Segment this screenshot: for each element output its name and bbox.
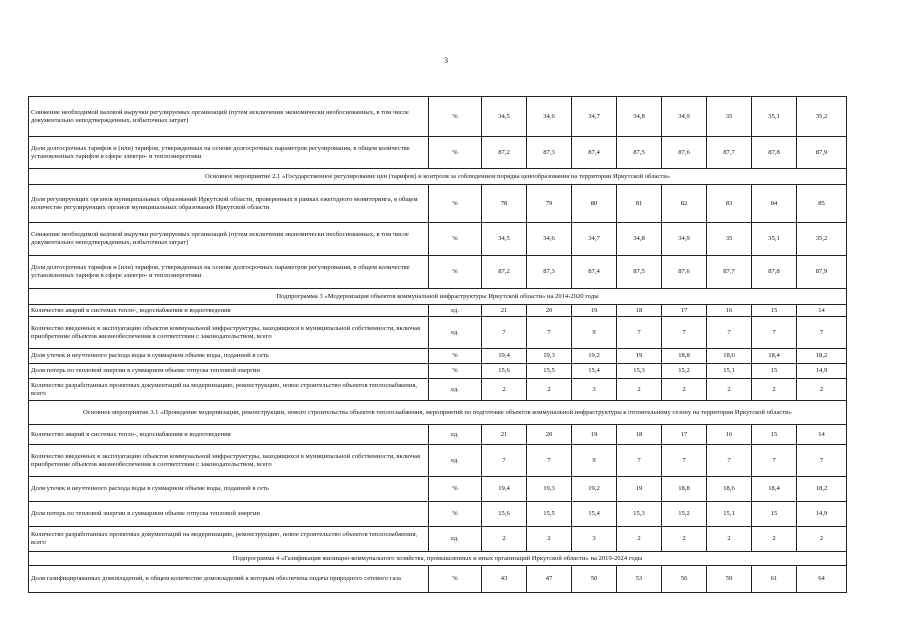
value-cell: 15,3 — [617, 364, 662, 379]
value-cell: 19,3 — [527, 349, 572, 364]
value-cell: 87,4 — [572, 256, 617, 289]
table-row — [29, 223, 847, 256]
value-cell: 9 — [572, 445, 617, 477]
indicator-name-cell: Количество разработанных проектных документаций на модернизацию, реконструкцию, новое строительство объектов теплоснабжения, всего — [29, 379, 429, 401]
value-cell: 34,7 — [572, 223, 617, 256]
value-cell: 15 — [752, 425, 797, 445]
value-cell: 19,2 — [572, 477, 617, 502]
value-cell: 34,9 — [662, 97, 707, 137]
section-title: Подпрограмма 4 «Газификация жилищно-коммунального хозяйства, промышленных и иных организаций Иркутской области» на 2019-2024 годы — [29, 552, 847, 566]
value-cell: 7 — [752, 445, 797, 477]
indicator-name-cell: Количество введенных в эксплуатацию объектов коммунальной инфраструктуры, находящихся в муниципальной собственности, включая приобретение объектов жизнеобеспечения в соответствии с законодательством, всего — [29, 317, 429, 349]
value-cell: 16 — [707, 425, 752, 445]
indicator-name-cell: Доля утечек и неучтенного расхода воды в суммарном объеме воды, поданной в сеть — [29, 349, 429, 364]
value-cell: 16 — [707, 305, 752, 317]
unit-cell: % — [429, 477, 482, 502]
unit-cell: ед. — [429, 317, 482, 349]
value-cell: 2 — [482, 379, 527, 401]
value-cell: 34,7 — [572, 97, 617, 137]
unit-cell: ед. — [429, 379, 482, 401]
value-cell: 64 — [797, 566, 847, 593]
value-cell: 87,6 — [662, 137, 707, 169]
section-header-row — [29, 552, 847, 566]
value-cell: 15 — [752, 502, 797, 527]
unit-cell: ед. — [429, 425, 482, 445]
value-cell: 7 — [707, 445, 752, 477]
value-cell: 34,6 — [527, 223, 572, 256]
value-cell: 87,7 — [707, 137, 752, 169]
indicator-name-cell: Количество аварий в системах тепло-, водоснабжения и водоотведения — [29, 425, 429, 445]
value-cell: 15,5 — [527, 502, 572, 527]
value-cell: 81 — [617, 185, 662, 223]
value-cell: 87,3 — [527, 256, 572, 289]
value-cell: 17 — [662, 425, 707, 445]
value-cell: 2 — [707, 527, 752, 552]
value-cell: 7 — [482, 445, 527, 477]
value-cell: 18,4 — [752, 349, 797, 364]
value-cell: 18,6 — [707, 477, 752, 502]
value-cell: 18,2 — [797, 349, 847, 364]
unit-cell: % — [429, 502, 482, 527]
table-row — [29, 97, 847, 137]
indicator-name-cell: Количество аварий в системах тепло-, водоснабжения и водоотведения — [29, 305, 429, 317]
table-row — [29, 305, 847, 317]
indicator-name-cell: Доля долгосрочных тарифов и (или) тарифов, утвержденных на основе долгосрочных параметров регулирования, в общем количестве установленных тарифов в сфере электро- и теплоэнергетики — [29, 256, 429, 289]
value-cell: 19 — [572, 425, 617, 445]
value-cell: 2 — [662, 527, 707, 552]
value-cell: 15,4 — [572, 364, 617, 379]
value-cell: 15 — [752, 305, 797, 317]
table-row — [29, 379, 847, 401]
indicator-name-cell: Доля газифицированных домовладений, в общем количестве домовладений к которым обеспечена подача природного сетевого газа — [29, 566, 429, 593]
unit-cell: % — [429, 566, 482, 593]
value-cell: 84 — [752, 185, 797, 223]
value-cell: 15,1 — [707, 502, 752, 527]
value-cell: 2 — [482, 527, 527, 552]
value-cell: 34,8 — [617, 223, 662, 256]
unit-cell: % — [429, 256, 482, 289]
value-cell: 34,6 — [527, 97, 572, 137]
value-cell: 7 — [797, 317, 847, 349]
indicator-name-cell: Количество разработанных проектных документаций на модернизацию, реконструкцию, новое строительство объектов теплоснабжения, всего — [29, 527, 429, 552]
indicator-name-cell: Количество введенных в эксплуатацию объектов коммунальной инфраструктуры, находящихся в муниципальной собственности, включая приобретение объектов жизнеобеспечения в соответствии с законодательством, всего — [29, 445, 429, 477]
value-cell: 7 — [797, 445, 847, 477]
value-cell: 14 — [797, 425, 847, 445]
value-cell: 14,9 — [797, 502, 847, 527]
value-cell: 50 — [572, 566, 617, 593]
value-cell: 15,1 — [707, 364, 752, 379]
value-cell: 43 — [482, 566, 527, 593]
table-row — [29, 256, 847, 289]
indicator-table — [28, 96, 847, 593]
unit-cell: ед. — [429, 527, 482, 552]
value-cell: 87,2 — [482, 137, 527, 169]
value-cell: 87,5 — [617, 256, 662, 289]
value-cell: 34,8 — [617, 97, 662, 137]
unit-cell: % — [429, 349, 482, 364]
value-cell: 35 — [707, 97, 752, 137]
value-cell: 56 — [662, 566, 707, 593]
value-cell: 53 — [617, 566, 662, 593]
value-cell: 3 — [572, 379, 617, 401]
value-cell: 18,8 — [662, 477, 707, 502]
value-cell: 2 — [752, 527, 797, 552]
table-row — [29, 137, 847, 169]
value-cell: 35,1 — [752, 97, 797, 137]
table-row — [29, 527, 847, 552]
value-cell: 7 — [527, 445, 572, 477]
value-cell: 14,9 — [797, 364, 847, 379]
value-cell: 19,2 — [572, 349, 617, 364]
value-cell: 18,4 — [752, 477, 797, 502]
unit-cell: % — [429, 185, 482, 223]
value-cell: 18,6 — [707, 349, 752, 364]
value-cell: 18,2 — [797, 477, 847, 502]
table-row — [29, 502, 847, 527]
value-cell: 35,2 — [797, 223, 847, 256]
indicator-name-cell: Доля регулирующих органов муниципальных образований Иркутской области, проверенных в рамках ежегодного мониторинга, в общем количестве регулирующих органов муниципальных образований Иркутской области — [29, 185, 429, 223]
value-cell: 35,1 — [752, 223, 797, 256]
value-cell: 20 — [527, 305, 572, 317]
value-cell: 19 — [617, 477, 662, 502]
value-cell: 7 — [752, 317, 797, 349]
value-cell: 87,6 — [662, 256, 707, 289]
value-cell: 18 — [617, 425, 662, 445]
value-cell: 59 — [707, 566, 752, 593]
indicator-name-cell: Доля потерь по тепловой энергии в суммарном объеме отпуска тепловой энергии — [29, 502, 429, 527]
value-cell: 9 — [572, 317, 617, 349]
table-row — [29, 445, 847, 477]
value-cell: 19,4 — [482, 349, 527, 364]
table-row — [29, 425, 847, 445]
value-cell: 19 — [572, 305, 617, 317]
unit-cell: % — [429, 223, 482, 256]
value-cell: 17 — [662, 305, 707, 317]
value-cell: 2 — [527, 379, 572, 401]
section-header-row — [29, 401, 847, 425]
unit-cell: % — [429, 364, 482, 379]
value-cell: 87,2 — [482, 256, 527, 289]
indicator-name-cell: Снижение необходимой валовой выручки регулируемых организаций (путем исключения экономически необоснованных, в том числе документально неподтвержденных, избыточных затрат) — [29, 223, 429, 256]
value-cell: 2 — [617, 527, 662, 552]
value-cell: 83 — [707, 185, 752, 223]
value-cell: 35,2 — [797, 97, 847, 137]
value-cell: 2 — [527, 527, 572, 552]
value-cell: 47 — [527, 566, 572, 593]
table-row — [29, 477, 847, 502]
value-cell: 61 — [752, 566, 797, 593]
value-cell: 34,5 — [482, 97, 527, 137]
value-cell: 7 — [707, 317, 752, 349]
value-cell: 85 — [797, 185, 847, 223]
value-cell: 78 — [482, 185, 527, 223]
value-cell: 15,6 — [482, 364, 527, 379]
value-cell: 87,3 — [527, 137, 572, 169]
value-cell: 15,4 — [572, 502, 617, 527]
value-cell: 3 — [572, 527, 617, 552]
value-cell: 15,2 — [662, 502, 707, 527]
section-header-row — [29, 169, 847, 185]
value-cell: 87,9 — [797, 137, 847, 169]
value-cell: 82 — [662, 185, 707, 223]
value-cell: 21 — [482, 305, 527, 317]
indicator-name-cell: Снижение необходимой валовой выручки регулируемых организаций (путем исключения экономически необоснованных, в том числе документально неподтвержденных, избыточных затрат) — [29, 97, 429, 137]
value-cell: 18,8 — [662, 349, 707, 364]
page-number: 3 — [444, 56, 448, 65]
value-cell: 2 — [617, 379, 662, 401]
value-cell: 20 — [527, 425, 572, 445]
value-cell: 34,9 — [662, 223, 707, 256]
unit-cell: % — [429, 97, 482, 137]
value-cell: 87,4 — [572, 137, 617, 169]
value-cell: 7 — [482, 317, 527, 349]
value-cell: 15,5 — [527, 364, 572, 379]
value-cell: 7 — [527, 317, 572, 349]
value-cell: 14 — [797, 305, 847, 317]
value-cell: 18 — [617, 305, 662, 317]
section-title: Основное мероприятие 2.1 «Государственное регулирование цен (тарифов) и контроля за соблюдением порядка ценообразования на территории Иркутской области» — [29, 169, 847, 185]
section-header-row — [29, 289, 847, 305]
indicator-name-cell: Доля утечек и неучтенного расхода воды в суммарном объеме воды, поданной в сеть — [29, 477, 429, 502]
table-row — [29, 185, 847, 223]
value-cell: 2 — [797, 379, 847, 401]
value-cell: 7 — [617, 317, 662, 349]
section-title: Основное мероприятие 3.1 «Проведение модернизации, реконструкции, нового строительства объектов теплоснабжения, мероприятий по подготовке объектов коммунальной инфраструктуры к отопительному сезону на территории Иркутской области» — [29, 401, 847, 425]
table-row — [29, 349, 847, 364]
table-body — [29, 97, 847, 593]
indicator-table-container — [28, 96, 846, 593]
value-cell: 87,9 — [797, 256, 847, 289]
indicator-name-cell: Доля потерь по тепловой энергии в суммарном объеме отпуска тепловой энергии — [29, 364, 429, 379]
unit-cell: ед. — [429, 305, 482, 317]
value-cell: 34,5 — [482, 223, 527, 256]
value-cell: 7 — [617, 445, 662, 477]
value-cell: 15,3 — [617, 502, 662, 527]
value-cell: 7 — [662, 445, 707, 477]
value-cell: 2 — [707, 379, 752, 401]
value-cell: 15,6 — [482, 502, 527, 527]
table-row — [29, 317, 847, 349]
value-cell: 87,7 — [707, 256, 752, 289]
value-cell: 80 — [572, 185, 617, 223]
unit-cell: % — [429, 137, 482, 169]
unit-cell: ед. — [429, 445, 482, 477]
value-cell: 19,3 — [527, 477, 572, 502]
value-cell: 35 — [707, 223, 752, 256]
value-cell: 21 — [482, 425, 527, 445]
value-cell: 79 — [527, 185, 572, 223]
value-cell: 87,8 — [752, 137, 797, 169]
table-row — [29, 364, 847, 379]
value-cell: 2 — [797, 527, 847, 552]
table-row — [29, 566, 847, 593]
value-cell: 2 — [662, 379, 707, 401]
value-cell: 7 — [662, 317, 707, 349]
value-cell: 2 — [752, 379, 797, 401]
value-cell: 15 — [752, 364, 797, 379]
value-cell: 87,5 — [617, 137, 662, 169]
value-cell: 19,4 — [482, 477, 527, 502]
indicator-name-cell: Доля долгосрочных тарифов и (или) тарифов, утвержденных на основе долгосрочных параметров регулирования, в общем количестве установленных тарифов в сфере электро- и теплоэнергетики — [29, 137, 429, 169]
value-cell: 19 — [617, 349, 662, 364]
section-title: Подпрограмма 3 «Модернизация объектов коммунальной инфраструктуры Иркутской области» на 2014-2020 годы — [29, 289, 847, 305]
value-cell: 15,2 — [662, 364, 707, 379]
value-cell: 87,8 — [752, 256, 797, 289]
